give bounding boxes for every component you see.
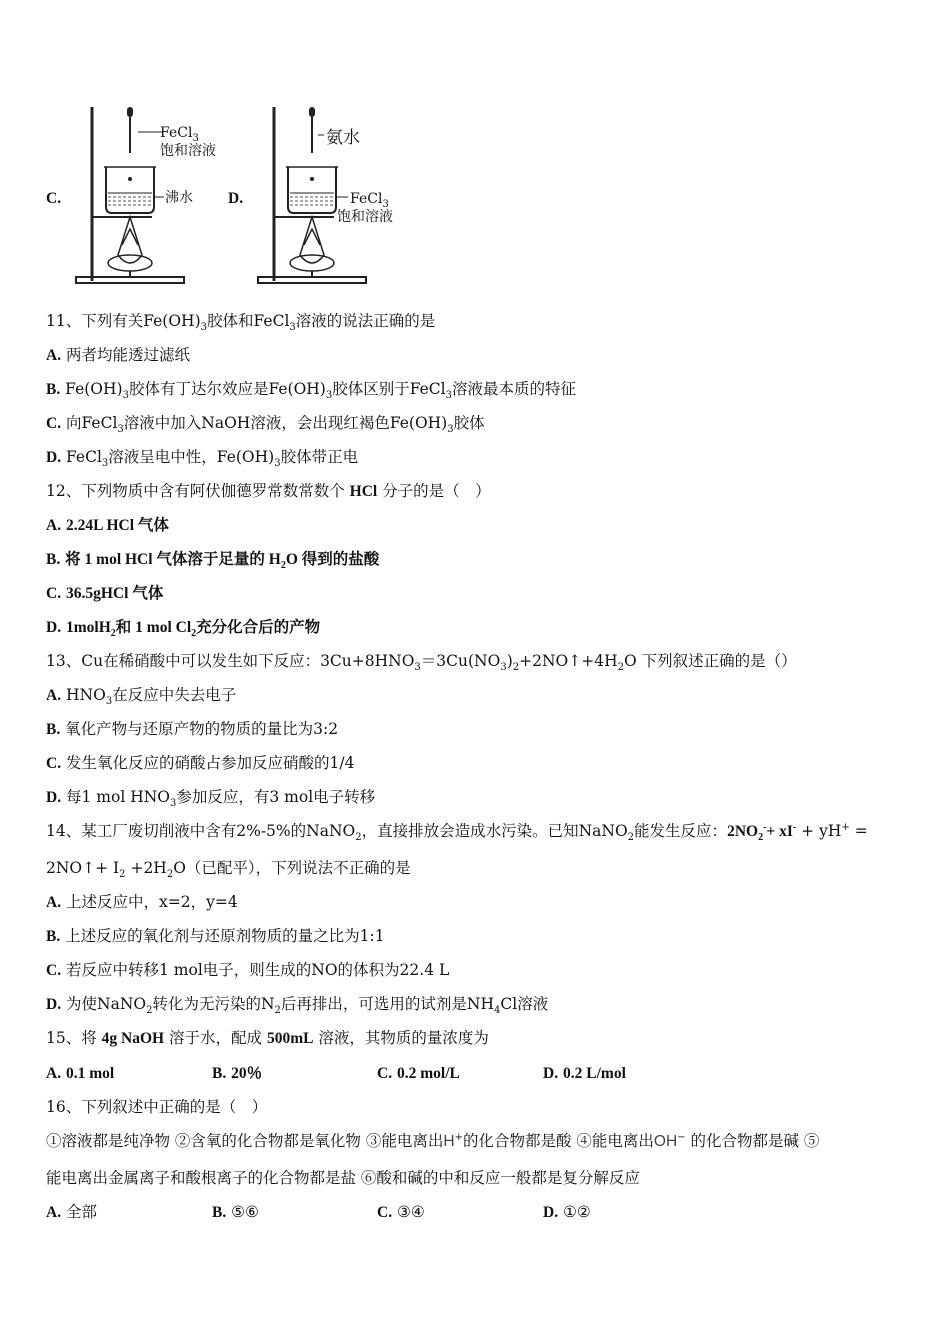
q11-option-a: A. 两者均能透过滤纸	[46, 346, 191, 364]
q11-option-d: D. FeCl$_3$溶液呈电中性，$Fe(OH)_3$胶体带正电	[46, 448, 359, 470]
q11-stem: 11、下列有关$Fe(OH)_3$胶体和FeCl$_3$溶液的说法正确的是	[46, 312, 436, 334]
q15-option-d: D. 0.2 L/mol	[543, 1065, 626, 1082]
q12-option-a: A. 2.24L HCl 气体	[46, 517, 169, 534]
q15-option-c: C. 0.2 mol/L	[377, 1065, 460, 1082]
figure-d-letter: D.	[228, 190, 244, 207]
q16-option-a: A. 全部	[46, 1203, 98, 1221]
q14-option-c: C. 若反应中转移1 mol电子，则生成的NO的体积为22.4 L	[46, 961, 450, 979]
q12-stem: 12、下列物质中含有阿伏伽德罗常数常数个 HCl 分子的是（ ）	[46, 482, 491, 500]
q14-option-d: D. 为使NaNO$_2$转化为无污染的$N_2$后再排出，可选用的试剂是$NH_4Cl$溶液	[46, 995, 549, 1017]
q15-option-b: B. 20％	[212, 1065, 263, 1082]
figure-d-side-label: FeCl$_3$	[350, 191, 389, 210]
q16-statements-line-1: ①溶液都是纯净物 ②含氧的化合物都是氧化物 ③能电离出H+的化合物都是酸 ④能电离出OH− 的化合物都是碱 ⑤	[46, 1131, 820, 1150]
q11-option-b: B. $Fe(OH)_3$胶体有丁达尔效应是$Fe(OH)_3$胶体区别于FeCl$_3$溶液最本质的特征	[46, 380, 577, 402]
q15-stem: 15、将 4g NaOH 溶于水，配成 500mL 溶液，其物质的量浓度为	[46, 1029, 489, 1047]
figure-c-top-label: FeCl$_3$	[160, 125, 199, 144]
q13-option-c: C. 发生氧化反应的硝酸占参加反应硝酸的1/4	[46, 754, 355, 772]
q16-option-c: C. ③④	[377, 1203, 425, 1221]
figure-c-top-label-2: 饱和溶液	[160, 143, 216, 159]
q13-stem: 13、Cu在稀硝酸中可以发生如下反应：$3Cu+8HNO_3=3Cu(NO_3)_2+2NO↑+4H_2O$ 下列叙述正确的是（）	[46, 652, 797, 674]
q16-stem: 16、下列叙述中正确的是（ ）	[46, 1098, 268, 1116]
q12-option-d: D. 1molH$_2$和 1 mol $Cl_2$充分化合后的产物	[46, 619, 321, 640]
q16-option-b: B. ⑤⑥	[212, 1203, 259, 1221]
q13-option-d: D. 每1 mol $HNO_3$参加反应，有3 mol电子转移	[46, 788, 376, 810]
q11-option-c: C. 向FeCl$_3$溶液中加入NaOH溶液，会出现红褐色$Fe(OH)_3$胶体	[46, 414, 485, 436]
q14-stem-line-2: 2NO↑+ $I_2 +2H_2O$（已配平），下列说法不正确的是	[46, 859, 411, 881]
q16-statements-line-2: 能电离出金属离子和酸根离子的化合物都是盐 ⑥酸和碱的中和反应一般都是复分解反应	[46, 1169, 640, 1187]
q15-option-a: A. 0.1 mol	[46, 1065, 115, 1082]
figure-c-letter: C.	[46, 190, 62, 207]
figure-d-top-label: 氨水	[326, 128, 360, 148]
q12-option-b: B. 将 1 mol HCl 气体溶于足量的 $H_2O$ 得到的盐酸	[46, 551, 380, 572]
figure-c-side-label: 沸水	[165, 190, 193, 206]
q13-option-b: B. 氧化产物与还原产物的物质的量比为3:2	[46, 720, 339, 738]
q13-option-a: A. $HNO_3$在反应中失去电子	[46, 686, 237, 708]
figure-d-side-label-2: 饱和溶液	[337, 209, 393, 225]
q14-stem: 14、某工厂废切削液中含有2%-5%的NaNO$_2$，直接排放会造成水污染。已知NaNO$_2$能发生反应：$2NO_2^-+ xI^- + yH^+$ =	[46, 821, 868, 844]
q14-option-a: A. 上述反应中，x=2，y=4	[46, 893, 238, 911]
q14-option-b: B. 上述反应的氧化剂与还原剂物质的量之比为1:1	[46, 927, 385, 945]
q12-option-c: C. 36.5gHCl 气体	[46, 585, 164, 602]
q16-option-d: D. ①②	[543, 1203, 591, 1221]
